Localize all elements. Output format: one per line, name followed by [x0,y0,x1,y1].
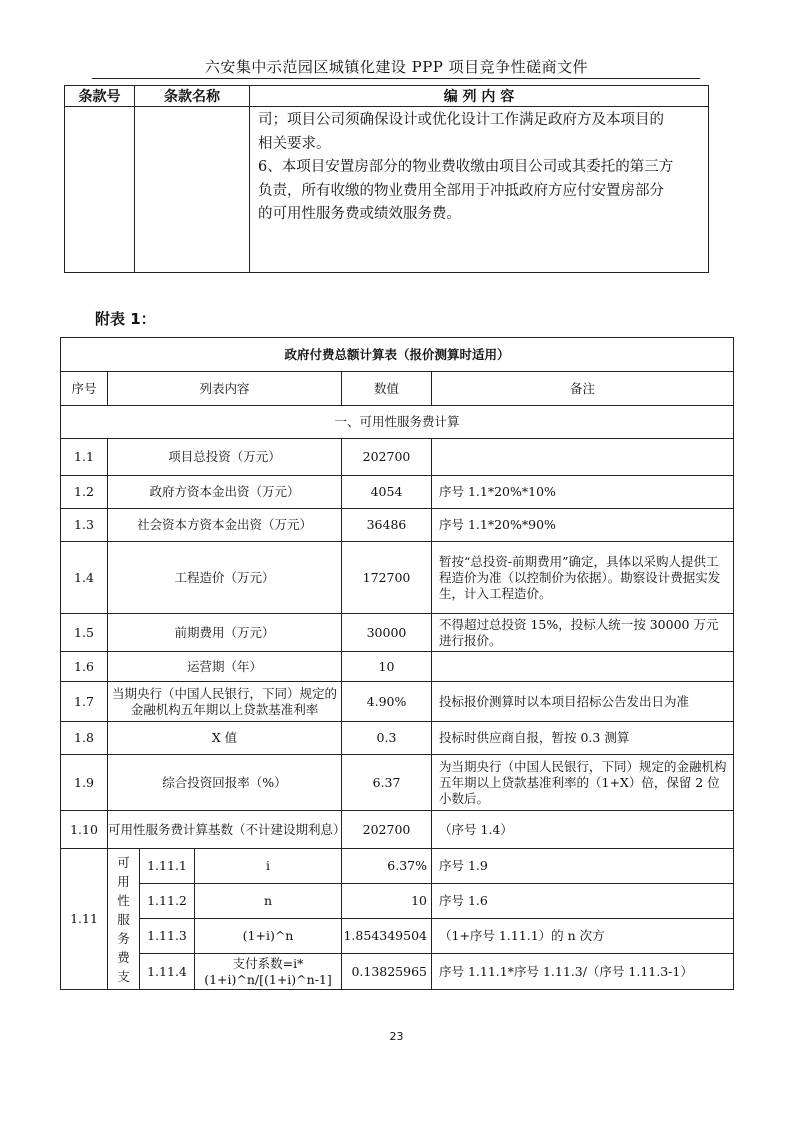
table-row [61,884,734,919]
subrow-value: 6.37% [342,849,432,884]
row-no: 1.8 [61,722,108,755]
section-heading-row [61,406,734,439]
table-row [61,849,734,884]
row-no: 1.4 [61,542,108,614]
payment-calculation-table [60,337,734,990]
appendix-label: 附表 1： [95,310,156,328]
subrow-note: 序号 1.9 [432,849,734,884]
subrow-item: (1+i)^n [195,919,342,954]
clause-content-line: 相关要求。 [258,135,331,152]
row-item: 政府方资本金出资（万元） [108,476,342,509]
row-no: 1.2 [61,476,108,509]
clause-content-cell [250,107,709,273]
table-row [61,919,734,954]
row-value: 202700 [342,811,432,849]
section-heading: 一、可用性服务费计算 [61,406,734,439]
table-row [61,755,734,811]
row-note: 序号 1.1*20%*90% [432,509,734,542]
no-column-header: 序号 [61,372,108,406]
row-item: 当期央行（中国人民银行，下同）规定的金融机构五年期以上贷款基准利率 [108,682,342,722]
clause-no-cell [65,107,135,273]
row-no: 1.3 [61,509,108,542]
clause-content-line: 6、本项目安置房部分的物业费收缴由项目公司或其委托的第三方 [258,159,674,175]
clause-content-header: 编 列 内 容 [250,86,709,107]
row-note: 投标报价测算时以本项目招标公告发出日为准 [432,682,734,722]
value-column-header: 数值 [342,372,432,406]
subrow-no: 1.11.3 [140,919,195,954]
clause-name-header: 条款名称 [135,86,250,107]
row-note: 投标时供应商自报，暂按 0.3 测算 [432,722,734,755]
table-row [61,509,734,542]
row-note: 不得超过总投资 15%，投标人统一按 30000 万元进行报价。 [432,614,734,652]
row-note [432,652,734,682]
vertical-group-label [108,849,140,990]
row-no: 1.6 [61,652,108,682]
subrow-note: （1+序号 1.11.1）的 n 次方 [432,919,734,954]
subrow-value: 1.854349504 [342,919,432,954]
table-row [61,614,734,652]
row-value: 0.3 [342,722,432,755]
table-row [61,722,734,755]
row-value: 4.90% [342,682,432,722]
table-row [61,439,734,476]
row-no: 1.1 [61,439,108,476]
row-item: 综合投资回报率（%） [108,755,342,811]
subrow-value: 0.13825965 [342,954,432,990]
row-no: 1.7 [61,682,108,722]
row-item: 社会资本方资本金出资（万元） [108,509,342,542]
row-note: （序号 1.4） [432,811,734,849]
subrow-note: 序号 1.6 [432,884,734,919]
row-item: 项目总投资（万元） [108,439,342,476]
row-value: 10 [342,652,432,682]
clause-content-line: 司；项目公司须确保设计或优化设计工作满足政府方及本项目的 [258,112,664,128]
row-item: 可用性服务费计算基数（不计建设期利息） [108,811,342,849]
table-row [61,476,734,509]
table-row [61,811,734,849]
subrow-no: 1.11.1 [140,849,195,884]
payment-table-title-row [61,338,734,372]
row-no: 1.10 [61,811,108,849]
subrow-value: 10 [342,884,432,919]
subrow-item: 支付系数=i*(1+i)^n/[(1+i)^n-1] [195,954,342,990]
note-column-header: 备注 [432,372,734,406]
subrow-note: 序号 1.11.1*序号 1.11.3/（序号 1.11.3-1） [432,954,734,990]
table-row [61,682,734,722]
subrow-item: n [195,884,342,919]
row-no: 1.9 [61,755,108,811]
payment-table-header-row [61,372,734,406]
row-value: 172700 [342,542,432,614]
row-value: 6.37 [342,755,432,811]
row-note [432,439,734,476]
row-note: 序号 1.1*20%*10% [432,476,734,509]
clause-table-header-row [65,86,709,107]
payment-table-title: 政府付费总额计算表（报价测算时适用） [61,338,734,372]
row-no: 1.11 [61,849,108,990]
row-value: 4054 [342,476,432,509]
header-divider [92,78,700,79]
clause-table [64,85,709,273]
row-note: 暂按“总投资-前期费用”确定，具体以采购人提供工程造价为准（以控制价为依据）。勘察设计费据实发生，计入工程造价。 [432,542,734,614]
table-row [61,542,734,614]
item-column-header: 列表内容 [108,372,342,406]
row-no: 1.5 [61,614,108,652]
row-value: 36486 [342,509,432,542]
row-value: 202700 [342,439,432,476]
clause-name-cell [135,107,250,273]
subrow-no: 1.11.2 [140,884,195,919]
clause-content-line: 的可用性服务费或绩效服务费。 [258,206,461,222]
clause-no-header: 条款号 [65,86,135,107]
table-row [61,954,734,990]
row-item: 运营期（年） [108,652,342,682]
row-item: 工程造价（万元） [108,542,342,614]
row-value: 30000 [342,614,432,652]
subrow-no: 1.11.4 [140,954,195,990]
subrow-item: i [195,849,342,884]
clause-content-line: 负责，所有收缴的物业费用全部用于冲抵政府方应付安置房部分 [258,182,664,199]
table-row [61,652,734,682]
row-note: 为当期央行（中国人民银行，下同）规定的金融机构五年期以上贷款基准利率的（1+X）倍，保留 2 位小数后。 [432,755,734,811]
row-item: X 值 [108,722,342,755]
row-item: 前期费用（万元） [108,614,342,652]
page-number: 23 [389,1030,404,1043]
vertical-group-label-text: 可 用 性 服 务 费 支 [117,854,130,984]
document-header-title: 六安集中示范园区城镇化建设 PPP 项目竞争性磋商文件 [204,58,589,76]
clause-table-row [65,107,709,273]
